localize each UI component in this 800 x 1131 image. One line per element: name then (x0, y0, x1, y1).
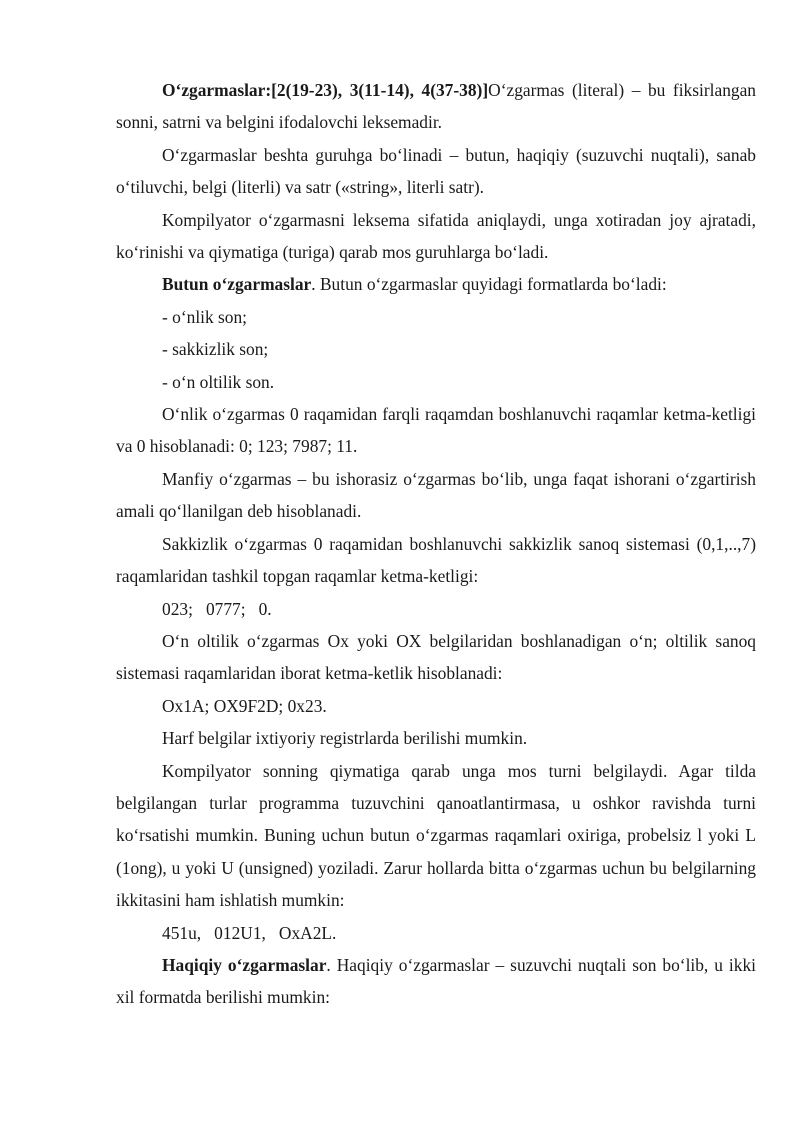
paragraph-text: Sakkizlik o‘zgarmas 0 raqamidan boshlanuvchi sakkizlik sanoq sistemasi (0,1,..,7) raqamlaridan tashkil topgan raqamlar ketma-ketligi: (116, 533, 756, 587)
paragraph-text: - sakkizlik son; (162, 339, 269, 360)
paragraph-type-suffix (116, 755, 756, 917)
paragraph-text: Kompilyator sonning qiymatiga qarab unga mos turni belgilaydi. Agar tilda belgilangan turlar programma tuzuvchini qanoatlantirmasa, u oshkor ravishda turni ko‘rsatishi mumkin. Buning uchun butun o‘zgarmas raqamlari oxiriga, probelsiz l yoki L (1ong), u yoki U (unsigned) yoziladi. Zarur hollarda bitta o‘zgarmas uchun bu belgilarning ikkitasini ham ishlatish mumkin: (116, 760, 756, 911)
paragraph-text: Kompilyator o‘zgarmasni leksema sifatida aniqlaydi, unga xotiradan joy ajratadi, ko‘rinishi va qiymatiga (turiga) qarab mos guruhlarga bo‘ladi. (116, 209, 756, 263)
paragraph-octal (116, 528, 756, 593)
paragraph-decimal (116, 398, 756, 463)
paragraph-text: - o‘nlik son; (162, 306, 248, 327)
paragraph-integer-constants (116, 268, 756, 300)
section-heading-real: Haqiqiy o‘zgarmaslar (162, 954, 327, 975)
paragraph-text: Manfiy o‘zgarmas – bu ishorasiz o‘zgarmas bo‘lib, unga faqat ishorani o‘zgartirish amali qo‘llanilgan deb hisoblanadi. (116, 468, 756, 522)
paragraph-text: O‘nlik o‘zgarmas 0 raqamidan farqli raqamdan boshlanuvchi raqamlar ketma-ketligi va 0 hisoblanadi: 0; 123; 7987; 11. (116, 404, 756, 457)
paragraph-text: . Butun o‘zgarmaslar quyidagi formatlarda bo‘ladi: (311, 274, 667, 295)
section-heading-integer: Butun o‘zgarmaslar (162, 274, 312, 295)
section-heading-constants: O‘zgarmaslar:[2(19-23), 3(11-14), 4(37-38)] (162, 80, 489, 100)
paragraph-compiler (116, 204, 756, 269)
paragraph-groups (116, 139, 756, 204)
paragraph-text: O‘zgarmaslar beshta guruhga bo‘linadi – butun, haqiqiy (suzuvchi nuqtali), sanab o‘tiluvchi, belgi (literli) va satr («string», literli satr). (116, 144, 756, 198)
paragraph-hex (116, 625, 756, 690)
paragraph-negative (116, 463, 756, 528)
paragraph-text: Harf belgilar ixtiyoriy registrlarda berilishi mumkin. (162, 728, 528, 749)
paragraph-text: O‘zgarmas (literal) – bu fiksirlangan sonni, satrni va belgini ifodalovchi leksemadir. (116, 80, 756, 133)
document-body (116, 74, 756, 1014)
paragraph-text: - o‘n oltilik son. (162, 371, 275, 392)
paragraph-text: O‘n oltilik o‘zgarmas Ox yoki OX belgilaridan boshlanadigan o‘n; oltilik sanoq sistemasi raqamlaridan iborat ketma-ketlik hisoblanadi: (116, 630, 756, 684)
paragraph-text: Ox1A; OX9F2D; 0x23. (162, 695, 327, 716)
example-hex (116, 690, 756, 722)
paragraph-letter-case (116, 722, 756, 754)
paragraph-text: 451u, 012U1, OxA2L. (162, 922, 337, 943)
example-octal (116, 593, 756, 625)
example-suffix (116, 917, 756, 949)
paragraph-text: 023; 0777; 0. (162, 598, 272, 619)
list-item-octal (116, 333, 756, 365)
paragraph-literal-definition (116, 74, 756, 139)
list-item-hex (116, 366, 756, 398)
paragraph-text: . Haqiqiy o‘zgarmaslar – suzuvchi nuqtali son bo‘lib, u ikki xil formatda berilishi mumkin: (116, 954, 756, 1008)
paragraph-real-constants (116, 949, 756, 1014)
list-item-decimal (116, 301, 756, 333)
